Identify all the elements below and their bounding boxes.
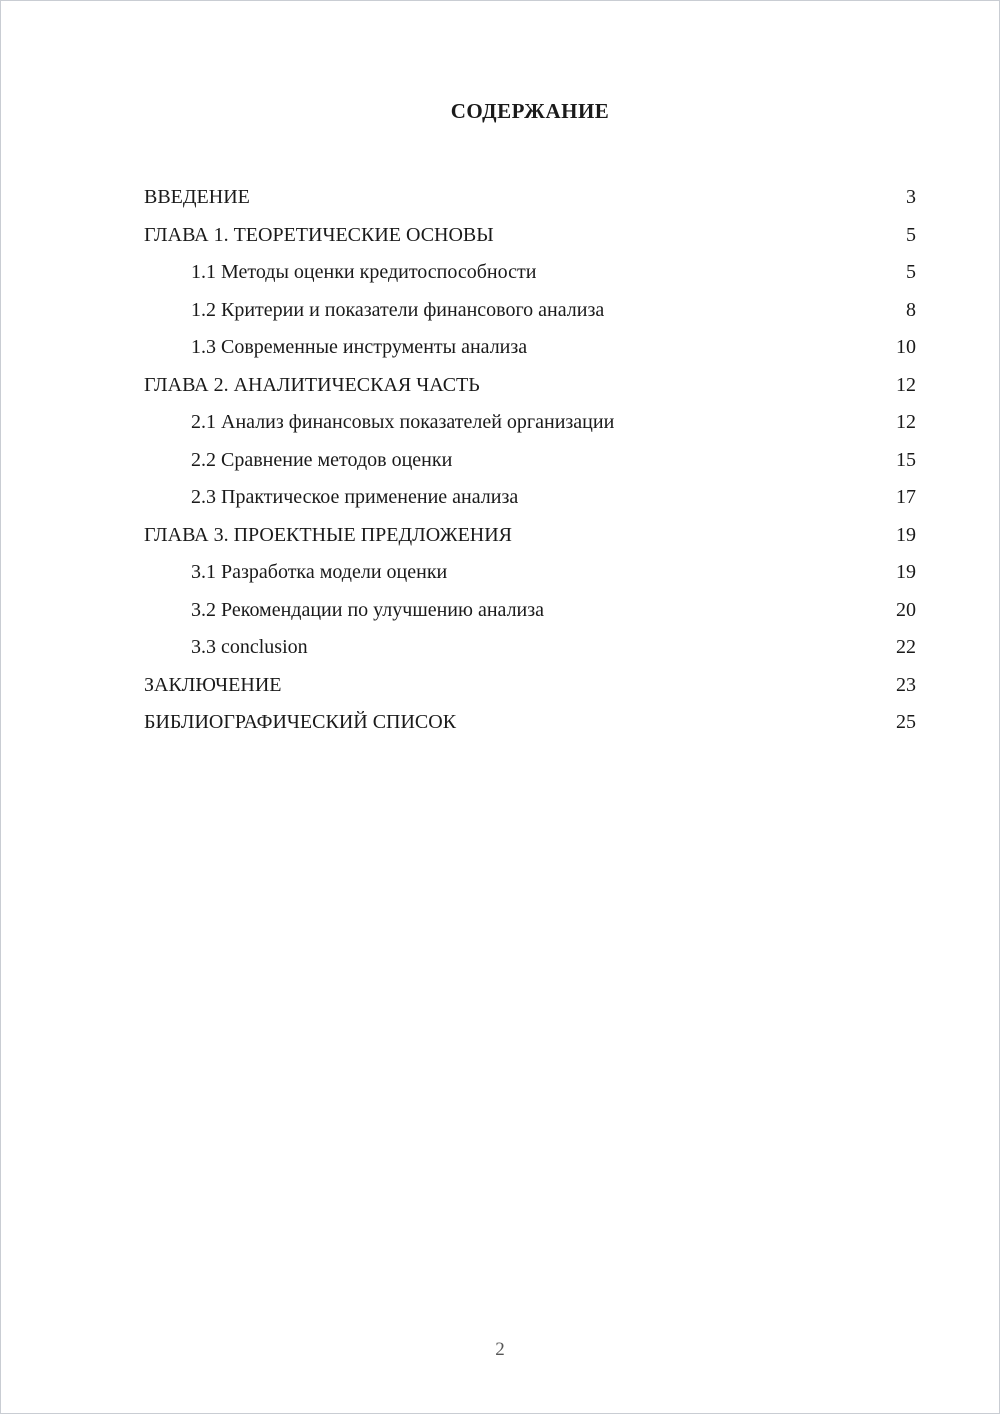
toc-entry-label: 3.1 Разработка модели оценки [191,561,448,583]
toc-entry-label: ВВЕДЕНИЕ [144,186,250,208]
toc-entry-label: ГЛАВА 2. АНАЛИТИЧЕСКАЯ ЧАСТЬ [144,373,480,396]
toc-entry-label: 2.1 Анализ финансовых показателей организации [191,411,615,433]
toc-entry-label: 2.2 Сравнение методов оценки [191,448,453,471]
toc-entry-label: ГЛАВА 1. ТЕОРЕТИЧЕСКИЕ ОСНОВЫ [144,223,494,246]
toc-entry-page-number: 17 [896,486,916,508]
toc-entry-page-number: 10 [896,336,916,358]
toc-entry [144,517,916,555]
toc-entry-label: 3.3 conclusion [191,636,308,658]
toc-entry-page-number: 15 [896,448,916,471]
toc-list [144,179,916,742]
toc-entry-label: 1.3 Современные инструменты анализа [191,336,528,358]
toc-entry-page-number: 3 [906,186,916,208]
page-title: СОДЕРЖАНИЕ [450,99,610,123]
toc-entry [144,217,916,255]
toc-entry [144,629,916,667]
toc-entry-page-number: 25 [896,711,916,733]
toc-entry [144,179,916,217]
toc-entry [144,404,916,442]
toc-entry-page-number: 22 [896,636,916,658]
page-content [144,1,916,742]
toc-entry-page-number: 8 [906,298,916,321]
toc-entry [144,554,916,592]
toc-entry-page-number: 23 [896,673,916,696]
toc-entry [144,329,916,367]
toc-entry-label: ГЛАВА 3. ПРОЕКТНЫЕ ПРЕДЛОЖЕНИЯ [144,523,513,546]
toc-entry-page-number: 5 [906,223,916,246]
toc-entry-page-number: 12 [896,411,916,433]
toc-entry-page-number: 12 [896,373,916,396]
toc-entry-page-number: 19 [896,523,916,546]
toc-entry [144,704,916,742]
toc-entry-page-number: 19 [896,561,916,583]
toc-entry [144,292,916,330]
toc-entry-label: 1.2 Критерии и показатели финансового анализа [191,298,605,321]
toc-entry-label: 3.2 Рекомендации по улучшению анализа [191,598,545,621]
toc-entry-label: ЗАКЛЮЧЕНИЕ [144,673,282,696]
toc-entry [144,254,916,292]
toc-entry-page-number: 20 [896,598,916,621]
toc-entry-label: 2.3 Практическое применение анализа [191,486,519,508]
toc-entry [144,479,916,517]
toc-entry [144,367,916,405]
toc-entry [144,592,916,630]
toc-entry-label: 1.1 Методы оценки кредитоспособности [191,261,537,283]
toc-entry-label: БИБЛИОГРАФИЧЕСКИЙ СПИСОК [144,711,457,733]
toc-entry-page-number: 5 [906,261,916,283]
toc-entry [144,442,916,480]
footer-page-number: 2 [495,1339,505,1360]
toc-entry [144,667,916,705]
